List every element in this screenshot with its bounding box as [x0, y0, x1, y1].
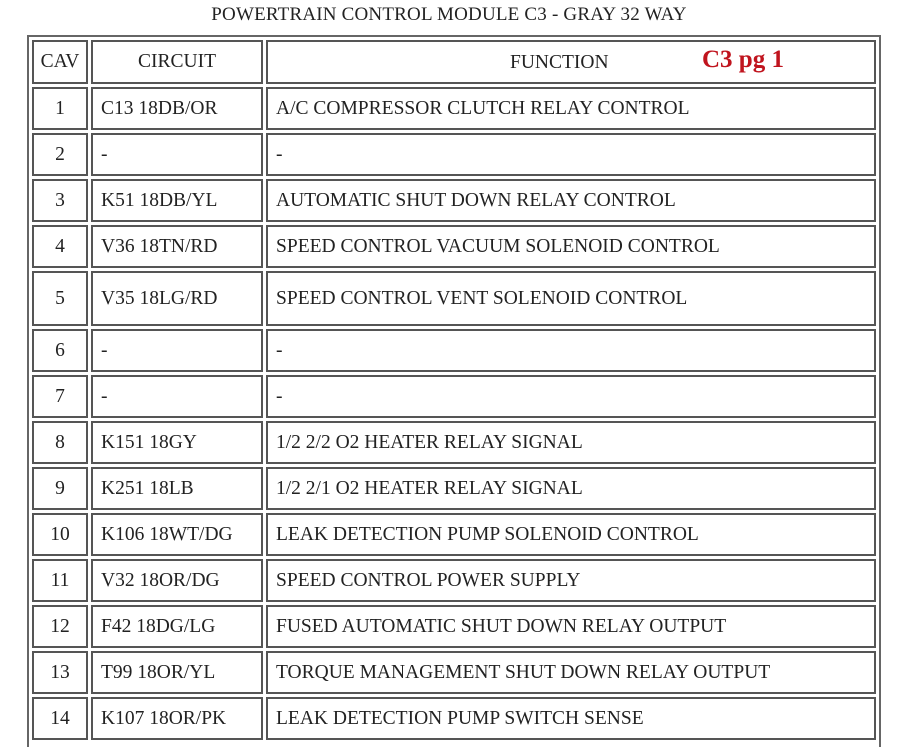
- table-row: [32, 559, 876, 602]
- table-row: [32, 133, 876, 176]
- cav-cell: 4: [32, 225, 88, 268]
- table-row: [32, 513, 876, 556]
- pinout-table: [27, 35, 881, 747]
- circuit-cell: V35 18LG/RD: [91, 271, 263, 326]
- function-cell: 1/2 2/1 O2 HEATER RELAY SIGNAL: [266, 467, 876, 510]
- page-title: POWERTRAIN CONTROL MODULE C3 - GRAY 32 WAY: [211, 4, 687, 25]
- table-row: [32, 697, 876, 740]
- function-cell: A/C COMPRESSOR CLUTCH RELAY CONTROL: [266, 87, 876, 130]
- table-row: [32, 375, 876, 418]
- table-row: [32, 421, 876, 464]
- circuit-cell: K151 18GY: [91, 421, 263, 464]
- cav-cell: 14: [32, 697, 88, 740]
- circuit-cell: K107 18OR/PK: [91, 697, 263, 740]
- table-row: [32, 329, 876, 372]
- cav-cell: 12: [32, 605, 88, 648]
- cav-cell: 6: [32, 329, 88, 372]
- circuit-cell: -: [91, 375, 263, 418]
- cav-cell: 3: [32, 179, 88, 222]
- function-cell: 1/2 2/2 O2 HEATER RELAY SIGNAL: [266, 421, 876, 464]
- function-cell: -: [266, 133, 876, 176]
- circuit-cell: C13 18DB/OR: [91, 87, 263, 130]
- table-row: [32, 225, 876, 268]
- pinout-table-grid: [29, 37, 879, 743]
- circuit-cell: F42 18DG/LG: [91, 605, 263, 648]
- table-row: [32, 271, 876, 326]
- table-row: [32, 87, 876, 130]
- cav-cell: 8: [32, 421, 88, 464]
- function-cell: SPEED CONTROL POWER SUPPLY: [266, 559, 876, 602]
- circuit-cell: V36 18TN/RD: [91, 225, 263, 268]
- cav-cell: 5: [32, 271, 88, 326]
- cav-cell: 9: [32, 467, 88, 510]
- circuit-cell: -: [91, 133, 263, 176]
- circuit-cell: K51 18DB/YL: [91, 179, 263, 222]
- function-cell: FUSED AUTOMATIC SHUT DOWN RELAY OUTPUT: [266, 605, 876, 648]
- table-row: [32, 651, 876, 694]
- table-header-row: [32, 40, 876, 84]
- table-row: [32, 179, 876, 222]
- cav-cell: 1: [32, 87, 88, 130]
- cav-cell: 13: [32, 651, 88, 694]
- function-cell: -: [266, 329, 876, 372]
- header-circuit: CIRCUIT: [91, 40, 263, 84]
- function-cell: SPEED CONTROL VENT SOLENOID CONTROL: [266, 271, 876, 326]
- circuit-cell: V32 18OR/DG: [91, 559, 263, 602]
- circuit-cell: T99 18OR/YL: [91, 651, 263, 694]
- cav-cell: 10: [32, 513, 88, 556]
- page-marker: C3 pg 1: [702, 46, 784, 73]
- header-function-label: FUNCTION: [510, 52, 609, 73]
- circuit-cell: K106 18WT/DG: [91, 513, 263, 556]
- function-cell: -: [266, 375, 876, 418]
- circuit-cell: K251 18LB: [91, 467, 263, 510]
- function-cell: LEAK DETECTION PUMP SOLENOID CONTROL: [266, 513, 876, 556]
- function-cell: LEAK DETECTION PUMP SWITCH SENSE: [266, 697, 876, 740]
- header-function: [266, 40, 876, 84]
- cav-cell: 2: [32, 133, 88, 176]
- function-cell: SPEED CONTROL VACUUM SOLENOID CONTROL: [266, 225, 876, 268]
- header-cav: CAV: [32, 40, 88, 84]
- cav-cell: 11: [32, 559, 88, 602]
- function-cell: AUTOMATIC SHUT DOWN RELAY CONTROL: [266, 179, 876, 222]
- circuit-cell: -: [91, 329, 263, 372]
- cav-cell: 7: [32, 375, 88, 418]
- table-row: [32, 467, 876, 510]
- function-cell: TORQUE MANAGEMENT SHUT DOWN RELAY OUTPUT: [266, 651, 876, 694]
- table-row: [32, 605, 876, 648]
